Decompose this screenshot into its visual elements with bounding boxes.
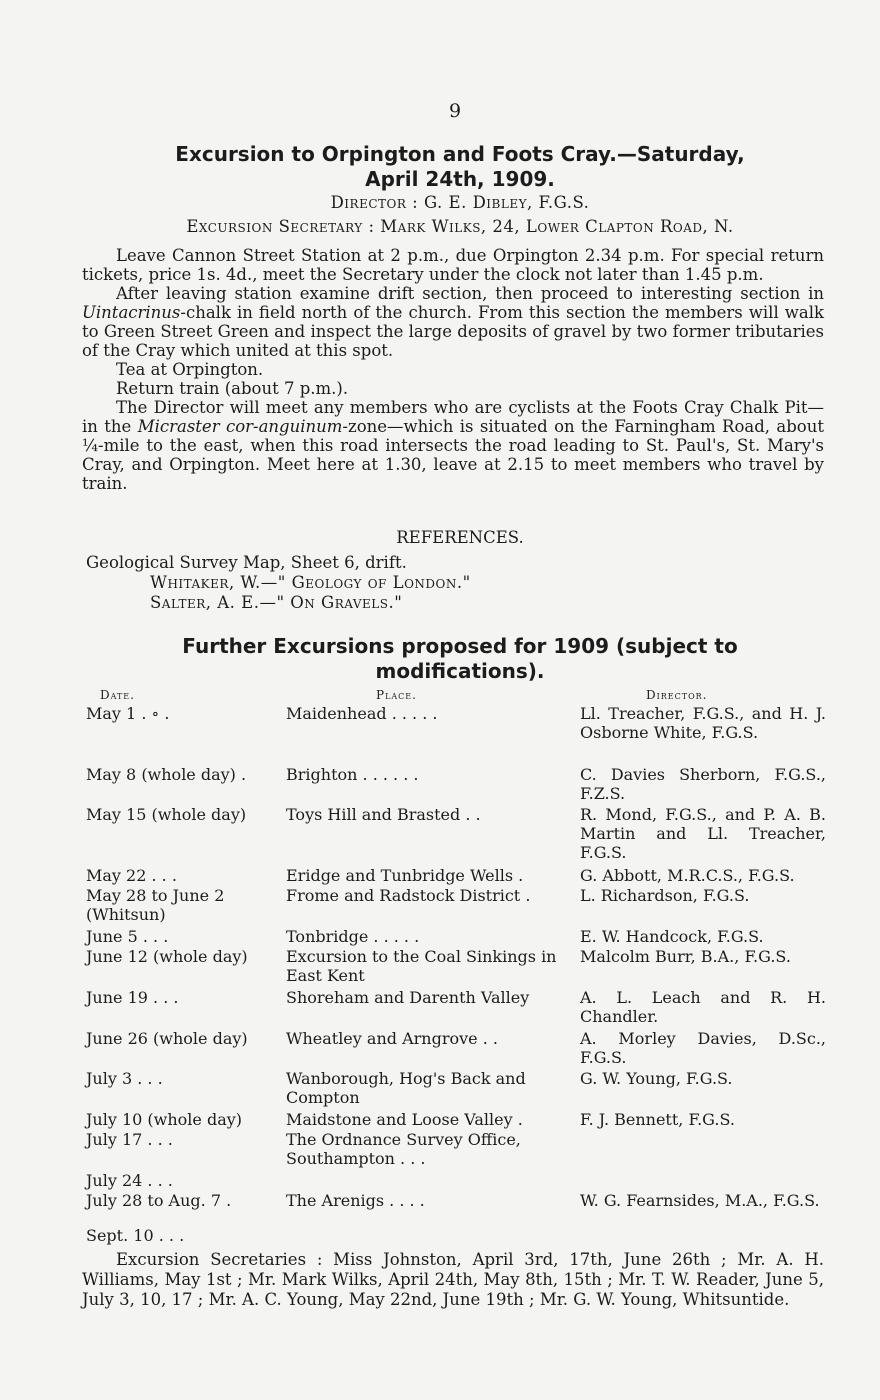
row-place: The Arenigs . . . . [286, 1191, 425, 1210]
excursion-secretaries [82, 1250, 824, 1310]
row-place: The Ordnance Survey Office, Southampton . . . [286, 1130, 521, 1168]
further-title-line2: modifications). [375, 659, 545, 683]
row-date: July 10 (whole day) [86, 1110, 243, 1129]
row-date: May 8 (whole day) . [86, 765, 247, 784]
row-director: E. W. Handcock, F.G.S. [580, 927, 764, 946]
secretaries-text: Excursion Secretaries : Miss Johnston, April 3rd, 17th, June 26th ; Mr. A. H. Williams, May 1st ; Mr. Mark Wilks, April 24th, May 8th, 15th ; Mr. T. W. Reader, June 5, July 3, 10, 17 ; Mr. A. C. Young, May 22nd, June 19th ; Mr. G. W. Young, Whitsuntide. [82, 1250, 824, 1309]
row-place: Maidstone and Loose Valley . [286, 1110, 523, 1129]
cyclists-lead: The Director will meet any members who are cyclists at the Foots Cray Chalk Pit—in the [82, 398, 824, 436]
cyclists-fossil-zone: Micraster cor-anguinum [137, 417, 343, 436]
row-place: Maidenhead . . . . . [286, 704, 438, 723]
schedule-header [86, 686, 828, 706]
excursion-title-line2: April 24th, 1909. [365, 167, 555, 191]
row-place: Tonbridge . . . . . [286, 927, 420, 946]
row-director: G. W. Young, F.G.S. [580, 1069, 733, 1088]
row-date: July 24 . . . [86, 1171, 173, 1190]
row-director: C. Davies Sherborn, F.G.S., F.Z.S. [580, 765, 826, 803]
row-director: W. G. Fearnsides, M.A., F.G.S. [580, 1191, 820, 1210]
row-date: June 5 . . . [86, 927, 169, 946]
route-fossil-zone: Uintacrinus [82, 303, 181, 322]
row-date: July 3 . . . [86, 1069, 163, 1088]
row-director: G. Abbott, M.R.C.S., F.G.S. [580, 866, 795, 885]
row-date: May 22 . . . [86, 866, 177, 885]
row-place: Brighton . . . . . . [286, 765, 419, 784]
schedule-table [86, 686, 828, 1246]
paragraph-departure: Leave Cannon Street Station at 2 p.m., due Orpington 2.34 p.m. For special return tickets, price 1s. 4d., meet the Secretary under the clock not later than 1.45 p.m. [82, 246, 824, 284]
reference-3: Salter, A. E.—" On Gravels." [150, 593, 403, 612]
row-place: Eridge and Tunbridge Wells . [286, 866, 524, 885]
row-date: Sept. 10 . . . [86, 1226, 185, 1245]
row-place: Wheatley and Arngrove . . [286, 1029, 498, 1048]
references-heading: REFERENCES. [396, 528, 524, 547]
row-place: Wanborough, Hog's Back and Compton [286, 1069, 526, 1107]
paragraph-route [82, 284, 824, 360]
director-line: Director : G. E. Dibley, F.G.S. [330, 193, 590, 212]
route-lead: After leaving station examine drift section, then proceed to interesting section in [116, 284, 824, 303]
row-director: R. Mond, F.G.S., and P. A. B. Martin and Ll. Treacher, F.G.S. [580, 805, 826, 862]
row-place: Shoreham and Darenth Valley [286, 988, 530, 1007]
secretary-text: Excursion Secretary : Mark Wilks, 24, Lower Clapton Road, N. [186, 217, 734, 236]
row-director: A. L. Leach and R. H. Chandler. [580, 988, 826, 1026]
header-place: Place. [376, 688, 417, 702]
row-director: L. Richardson, F.G.S. [580, 886, 750, 905]
cyclists-rest: -zone—which is situated on the Farningham Road, about ¼-mile to the east, when this road intersects the road leading to St. Paul's, St. Mary's Cray, and Orpington. Meet here at 1.30, leave at 2.15 to meet members who travel by train. [82, 417, 824, 493]
excursion-body [82, 246, 824, 493]
header-director: Director. [646, 688, 708, 702]
row-place: Toys Hill and Brasted . . [286, 805, 481, 824]
paragraph-cyclists [82, 398, 824, 493]
row-director: Malcolm Burr, B.A., F.G.S. [580, 947, 791, 966]
row-place: Excursion to the Coal Sinkings in East Kent [286, 947, 557, 985]
reference-2: Whitaker, W.—" Geology of London." [150, 573, 471, 592]
row-date: June 12 (whole day) [86, 947, 248, 966]
row-date: May 1 . ∘ . [86, 704, 170, 723]
row-date: May 15 (whole day) [86, 805, 247, 824]
route-rest: -chalk in field north of the church. From this section the members will walk to Green Street Green and inspect the large deposits of gravel by two former tributaries of the Cray which united at this spot. [82, 303, 824, 360]
paragraph-return-train: Return train (about 7 p.m.). [116, 379, 349, 398]
row-date: July 28 to Aug. 7 . [86, 1191, 232, 1210]
header-date: Date. [100, 688, 135, 702]
excursion-title-line1: Excursion to Orpington and Foots Cray.—Saturday, [175, 142, 745, 166]
reference-1: Geological Survey Map, Sheet 6, drift. [86, 553, 407, 572]
secretary-line [80, 216, 840, 237]
further-title-line1: Further Excursions proposed for 1909 (subject to [182, 634, 738, 658]
row-director: Ll. Treacher, F.G.S., and H. J. Osborne White, F.G.S. [580, 704, 826, 742]
paragraph-tea: Tea at Orpington. [116, 360, 264, 379]
page-number: 9 [448, 100, 462, 122]
row-date: May 28 to June 2 (Whitsun) [86, 886, 225, 924]
row-director: F. J. Bennett, F.G.S. [580, 1110, 735, 1129]
row-director: A. Morley Davies, D.Sc., F.G.S. [580, 1029, 826, 1067]
row-date: July 17 . . . [86, 1130, 173, 1149]
row-date: June 26 (whole day) [86, 1029, 248, 1048]
row-date: June 19 . . . [86, 988, 179, 1007]
row-place: Frome and Radstock District . [286, 886, 531, 905]
